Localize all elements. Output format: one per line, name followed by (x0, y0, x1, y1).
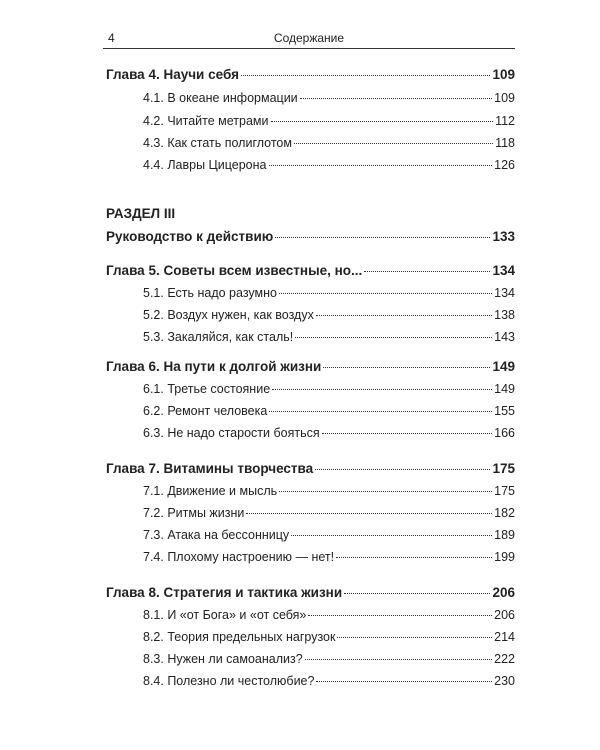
page-ref: 182 (494, 506, 515, 520)
dot-leader (246, 512, 492, 514)
sub-title: 8.4. Полезно ли честолюбие? (143, 674, 315, 688)
chapter-title: Глава 7. Витамины творчества (106, 461, 314, 476)
sub-title: 5.2. Воздух нужен, как воздух (143, 308, 314, 322)
dot-leader (305, 658, 492, 660)
sub-title: 6.2. Ремонт человека (143, 404, 268, 418)
toc-sub-5-3 (143, 330, 515, 350)
sub-title: 7.3. Атака на бессонницу (143, 528, 290, 542)
page-ref: 109 (492, 67, 515, 82)
toc-sub-4-2 (143, 114, 515, 134)
toc-chapter-6 (106, 359, 515, 379)
page-ref: 206 (492, 585, 515, 600)
page-ref: 109 (494, 91, 515, 105)
dot-leader (336, 556, 492, 558)
dot-leader (272, 388, 492, 390)
dot-leader (344, 592, 490, 594)
chapter-title: Глава 4. Научи себя (106, 67, 239, 82)
page-ref: 149 (494, 382, 515, 396)
toc-chapter-7 (106, 461, 515, 481)
dot-leader (323, 366, 490, 368)
chapter-title: Глава 6. На пути к долгой жизни (106, 359, 322, 374)
toc-sub-4-1 (143, 91, 515, 111)
sub-title: 8.3. Нужен ли самоанализ? (143, 652, 303, 666)
toc-sub-7-4 (143, 550, 515, 570)
toc-sub-4-4 (143, 158, 515, 178)
dot-leader (316, 680, 492, 682)
sub-title: 6.1. Третье состояние (143, 382, 271, 396)
sub-title: 8.2. Теория предельных нагрузок (143, 630, 336, 644)
page-header (103, 30, 515, 49)
header-title: Содержание (273, 31, 345, 45)
dot-leader (308, 614, 492, 616)
toc-sub-8-1 (143, 608, 515, 628)
toc-sub-6-1 (143, 382, 515, 402)
dot-leader (316, 314, 492, 316)
page-ref: 222 (494, 652, 515, 666)
page-ref: 112 (495, 114, 515, 128)
page-ref: 118 (495, 136, 515, 150)
page-ref: 230 (494, 674, 515, 688)
chapter-title: Глава 5. Советы всем известные, но... (106, 263, 363, 278)
dot-leader (279, 490, 492, 492)
sub-title: 6.3. Не надо старости бояться (143, 426, 320, 440)
sub-title: 4.2. Читайте метрами (143, 114, 269, 128)
page-ref: 214 (494, 630, 515, 644)
page-ref: 199 (494, 550, 515, 564)
sub-title: 7.4. Плохому настроению — нет! (143, 550, 335, 564)
sub-title: 5.3. Закаляйся, как сталь! (143, 330, 294, 344)
dot-leader (294, 142, 493, 144)
page-ref: 175 (492, 461, 515, 476)
page-ref: 126 (494, 158, 515, 172)
toc-sub-7-3 (143, 528, 515, 548)
toc-sub-7-2 (143, 506, 515, 526)
page-ref: 149 (492, 359, 515, 374)
sub-title: 4.4. Лавры Цицерона (143, 158, 267, 172)
toc-sub-8-3 (143, 652, 515, 672)
dot-leader (269, 410, 492, 412)
toc-chapter-4 (106, 67, 515, 87)
sub-title: 5.1. Есть надо разумно (143, 286, 277, 300)
dot-leader (364, 270, 490, 272)
toc-sub-5-1 (143, 286, 515, 306)
dot-leader (279, 292, 492, 294)
chapter-title: Глава 8. Стратегия и тактика жизни (106, 585, 343, 600)
dot-leader (315, 468, 490, 470)
toc-sub-6-2 (143, 404, 515, 424)
page-ref: 138 (494, 308, 515, 322)
dot-leader (291, 534, 492, 536)
page-ref: 143 (494, 330, 515, 344)
sub-title: 8.1. И «от Бога» и «от себя» (143, 608, 307, 622)
page-ref: 175 (494, 484, 515, 498)
sub-title: 7.1. Движение и мысль (143, 484, 278, 498)
sub-title: 4.1. В океане информации (143, 91, 298, 105)
dot-leader (271, 120, 494, 122)
dot-leader (269, 164, 493, 166)
dot-leader (337, 636, 492, 638)
toc-chapter-8 (106, 585, 515, 605)
sub-title: 4.3. Как стать полиглотом (143, 136, 292, 150)
toc-sub-6-3 (143, 426, 515, 446)
sub-title: 7.2. Ритмы жизни (143, 506, 245, 520)
dot-leader (241, 74, 490, 76)
page-ref: 133 (492, 229, 515, 244)
section-title: Руководство к действию (106, 229, 274, 244)
dot-leader (275, 236, 490, 238)
page-ref: 206 (494, 608, 515, 622)
toc-sub-4-3 (143, 136, 515, 156)
page-ref: 134 (494, 286, 515, 300)
section-label: РАЗДЕЛ III (106, 206, 176, 221)
toc-sub-8-2 (143, 630, 515, 650)
toc-chapter-5 (106, 263, 515, 283)
toc-sub-7-1 (143, 484, 515, 504)
dot-leader (322, 432, 493, 434)
dot-leader (295, 336, 492, 338)
page-number: 4 (108, 31, 115, 45)
page-ref: 155 (494, 404, 515, 418)
page-ref: 189 (494, 528, 515, 542)
toc-sub-5-2 (143, 308, 515, 328)
page-ref: 166 (494, 426, 515, 440)
page-ref: 134 (492, 263, 515, 278)
dot-leader (300, 97, 492, 99)
toc-section-3 (106, 229, 515, 249)
toc-sub-8-4 (143, 674, 515, 694)
